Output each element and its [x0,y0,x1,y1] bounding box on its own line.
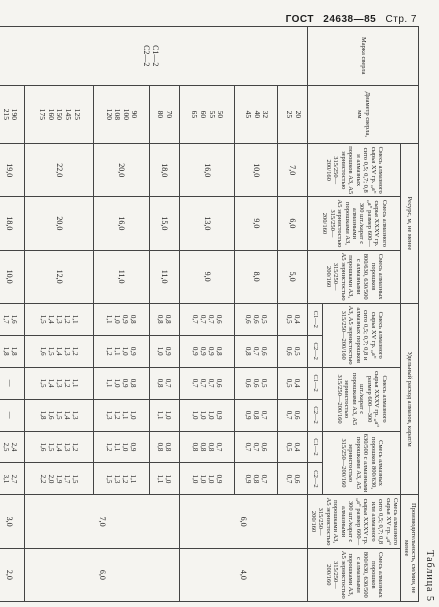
consumption-cell: 1,1 1,2 1,3 1,5 [93,463,149,495]
rotated-table-page [1,26,437,602]
consumption-cell: 1,1 1,2 1,3 1,4 1,5 [25,303,94,335]
resource-cell: 11,0 [93,250,149,303]
grade-subheader: С2—2 [308,463,323,495]
data-table [0,26,419,602]
consumption-cell: 0,6 0,7 [278,399,308,431]
resource-cell: 16,0 [179,144,235,197]
consumption-cell: 1,8 1,8 [0,335,25,367]
resource-cell: 13,0 [179,197,235,250]
consumption-cell: 0,4 0,5 [278,431,308,463]
consumption-cell: 0,9 1,0 1,0 1,0 [179,399,235,431]
consumption-cell: 1,3 1,4 1,5 1,6 1,8 [25,399,94,431]
consumption-header: Удельный расход алмазов, карат/м [401,303,419,495]
consumption-mix-3: Смесь алмазных порошков 800/630, 630/500 с алмазными порошками АЗ, А5 зернистостью 315/250—200/160 [323,431,401,495]
consumption-cell: 1,0 1,1 [149,463,179,495]
diameter-header: Диаметр сверла, мм [308,85,419,144]
grade-subheader: С1—2 [308,367,323,399]
consumption-mix-2: Смесь алмазного сырья XXXV гр. „а“ размер 600—300 шт./карат с порошками АЗ, А5 зернистостью 315/250—200/160 [323,367,401,431]
diameter-cell: 125 145 150 160 175 [25,85,94,144]
consumption-cell: 0,8 0,8 [149,431,179,463]
consumption-cell: 1,5 1,7 1,9 2,0 2,2 [25,463,94,495]
consumption-cell: 0,9 1,0 1,1 1,2 [93,335,149,367]
productivity-cell: 6,0 [25,548,179,601]
resource-cell: 22,0 [25,144,94,197]
consumption-cell: 0,8 0,9 1,0 1,1 [93,367,149,399]
page-header [280,14,417,25]
consumption-cell: 0,6 0,7 0,7 0,7 [179,367,235,399]
table-row [278,27,308,602]
gost-number: 24638—85 [323,14,377,25]
consumption-cell: 0,7 0,8 0,8 0,8 [179,431,235,463]
consumption-cell: — [0,367,25,399]
diameter-cell: 50 55 60 65 [179,85,235,144]
diameter-cell: 70 80 [149,85,179,144]
consumption-cell: 0,5 0,6 0,6 [235,367,278,399]
consumption-cell: 0,5 0,6 [278,335,308,367]
grade-subheader: С2—2 [308,335,323,367]
resource-cell: 18,0 [149,144,179,197]
diameter-cell: 32 40 45 [235,85,278,144]
consumption-cell: 0,9 1,0 1,1 1,2 [93,431,149,463]
consumption-cell: 1,2 1,3 1,4 1,5 1,6 [25,431,94,463]
productivity-cell: 4,0 [179,548,308,601]
consumption-cell: 1,2 1,3 1,4 1,5 1,6 [25,335,94,367]
consumption-cell: 1,0 1,1 [149,399,179,431]
page-number: Стр. 7 [385,14,417,25]
resource-cell: 6,0 [278,197,308,250]
table-label: Таблица 5 [424,550,435,602]
resource-cell: 5,0 [278,250,308,303]
resource-cell: 11,0 [149,250,179,303]
consumption-cell: 0,6 0,7 0,7 [235,431,278,463]
resource-mix-2: Смесь алмазного сырья XXXV гр. „а“ размер 600—300 шт./карат с алмазными порошками АЗ, А5 зернистостью 315/250—200/160 [308,197,401,250]
resource-cell: 7,0 [278,144,308,197]
resource-cell: 15,0 [149,197,179,250]
table-row [0,27,25,602]
consumption-cell: 2,7 3,1 [0,463,25,495]
consumption-cell: 0,7 0,8 0,9 [235,463,278,495]
resource-cell: 18,0 [0,197,25,250]
consumption-cell: 0,9 1,0 1,0 1,0 [179,463,235,495]
consumption-cell: — [0,399,25,431]
grade-subheader: С1—2 [308,431,323,463]
resource-mix-3: Смесь алмазных порошков 800/630, 630/500 с алмазными порошками АЗ, А5 зернистостью 315/250—200/160 [308,250,401,303]
resource-cell: 16,0 [93,197,149,250]
resource-cell: 8,0 [235,250,278,303]
consumption-cell: 0,4 0,5 [278,367,308,399]
grade-subheader: С2—2 [308,399,323,431]
diameter-cell: 90 100 108 120 [93,85,149,144]
consumption-cell: 0,5 0,6 0,6 [235,303,278,335]
productivity-mix-2: Смесь алмазных порошков 800/630, 630/500 с алмазными порошками АЗ, А5 зернистостью 315/250—200/160 [308,548,401,601]
consumption-mix-1: Смесь алмазного сырья XV гр. „а“ сито 0,5; 0,7; 0,8 и алмазных порошков АЗ, А5 зернистостью 315/250—200/160 [323,303,401,367]
resource-cell: 12,0 [25,250,94,303]
diameter-cell: 190 215 [0,85,25,144]
resource-cell: 10,0 [0,250,25,303]
grade-header: Марка сверла [308,27,419,86]
consumption-cell: 0,4 0,5 [278,303,308,335]
resource-cell: 10,0 [235,144,278,197]
grade-subheader: С1—2 [308,303,323,335]
productivity-header: Производительность, см/мин, не менее [401,495,419,602]
consumption-cell: 0,6 0,7 0,7 0,7 [179,303,235,335]
productivity-cell: 7,0 [25,495,179,548]
grade-cell: С1—2 С2—2 [0,27,308,86]
consumption-cell: 1,1 1,2 1,3 1,4 1,5 [25,367,94,399]
consumption-cell: 0,6 0,7 [278,463,308,495]
resource-cell: 20,0 [93,144,149,197]
consumption-cell: 0,8 0,9 1,0 1,1 [93,303,149,335]
resource-cell: 20,0 [25,197,94,250]
table-row [149,27,179,602]
consumption-cell: 2,4 2,5 [0,431,25,463]
consumption-cell: 0,7 0,8 0,9 [235,399,278,431]
productivity-cell: 2,0 [0,548,25,601]
consumption-cell: 1,6 1,7 [0,303,25,335]
consumption-cell: 0,8 0,8 [149,303,179,335]
productivity-mix-1: Смесь алмазного сырья XV гр. „а“ сито 0,5; 0,7; 0,8 или алмазного сырья XXXV гр. „а“ размер 600—300 шт./карат с алмазными порошками АЗ, А5 зернистостью 315/250—200/160 [308,495,401,548]
gost-label: ГОСТ [285,14,315,25]
resource-mix-1: Смесь алмазного сырья XV гр. „а“ сито 0,5; 0,7; 0,8 и алмазных порошков АЗ, А5 зернистостью 315/250—200/160 [308,144,401,197]
consumption-cell: 0,7 0,8 [149,367,179,399]
consumption-cell: 0,9 1,0 [149,335,179,367]
consumption-cell: 0,8 0,9 0,9 0,9 [179,335,235,367]
productivity-cell: 3,0 [0,495,25,548]
resource-cell: 19,0 [0,144,25,197]
resource-header: Ресурс, м, не менее [401,144,419,304]
consumption-cell: 0,6 0,7 0,8 [235,335,278,367]
consumption-cell: 1,0 1,1 1,2 1,3 [93,399,149,431]
diameter-cell: 20 25 [278,85,308,144]
productivity-cell: 6,0 [179,495,308,548]
resource-cell: 9,0 [235,197,278,250]
resource-cell: 9,0 [179,250,235,303]
